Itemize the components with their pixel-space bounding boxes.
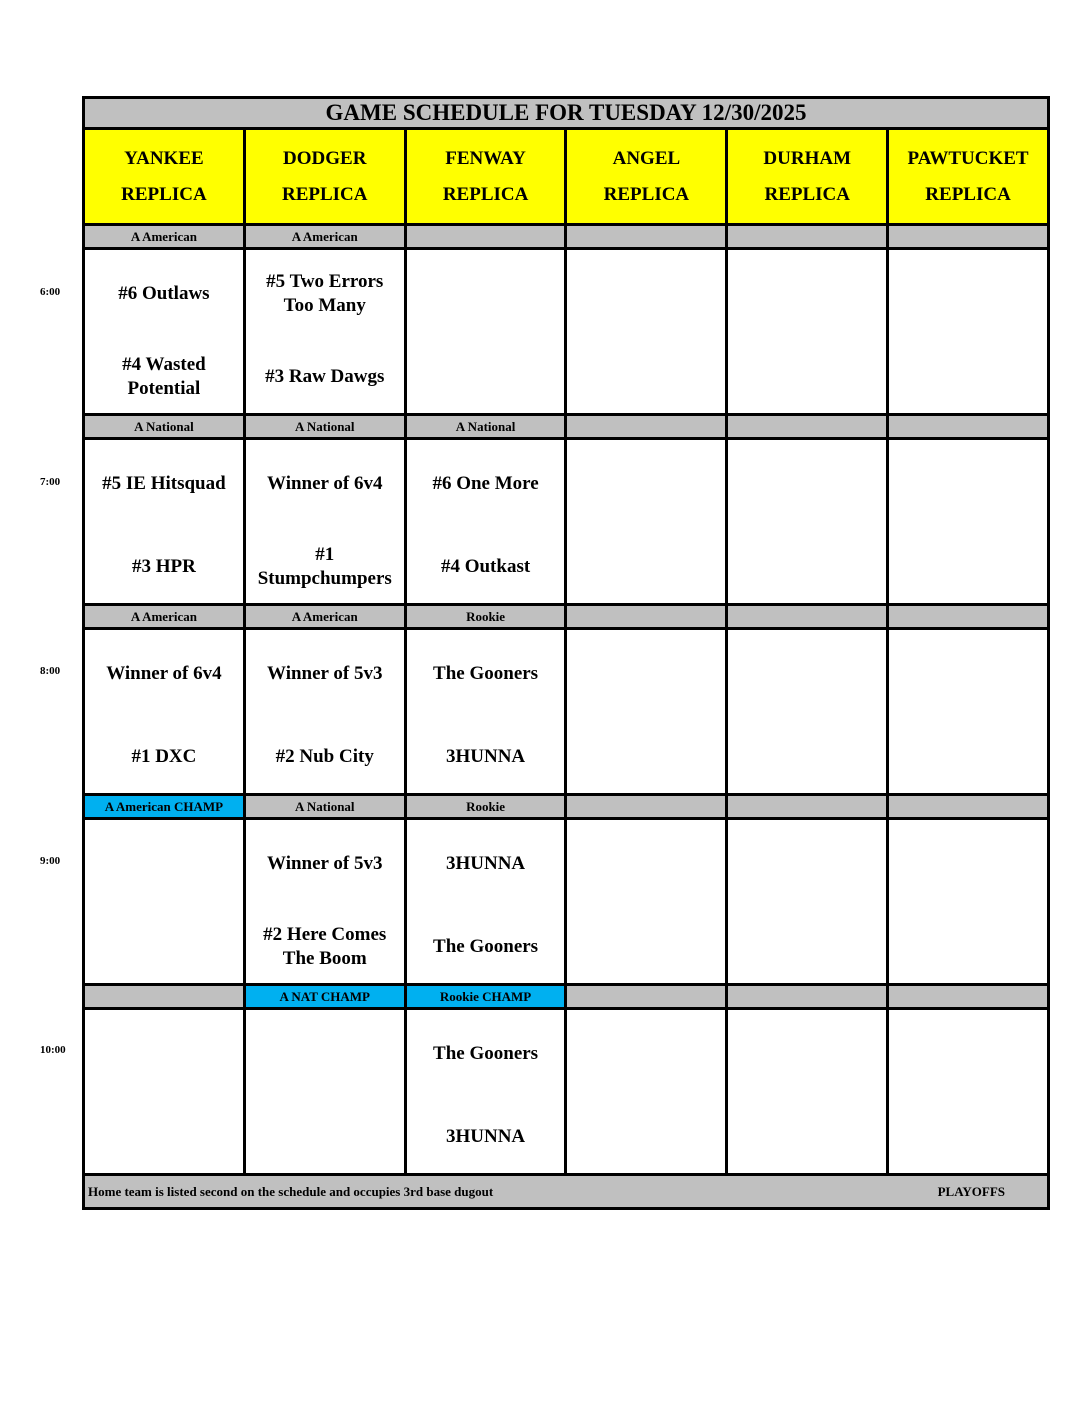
division-label — [725, 986, 889, 1010]
division-label: A American — [243, 226, 407, 250]
field-name: PAWTUCKET — [907, 147, 1029, 169]
game-cell — [82, 1010, 246, 1176]
game-cell — [886, 820, 1050, 986]
game-cell — [886, 250, 1050, 416]
division-label: A American — [243, 606, 407, 630]
division-label — [404, 226, 568, 250]
game-cell — [243, 1010, 407, 1176]
division-label — [725, 796, 889, 820]
field-sub: REPLICA — [442, 183, 529, 205]
field-header-durham — [725, 130, 889, 226]
game-cell — [404, 1010, 568, 1176]
away-team: Winner of 5v3 — [267, 663, 383, 684]
away-team: Winner of 5v3 — [267, 853, 383, 874]
time-slot-label: 7:00 — [40, 475, 61, 488]
division-label: A National — [243, 796, 407, 820]
division-label — [886, 796, 1050, 820]
division-label-row — [82, 606, 1050, 630]
game-row — [82, 1010, 1050, 1176]
away-team: Winner of 6v4 — [106, 663, 222, 684]
field-header-yankee — [82, 130, 246, 226]
division-label — [564, 796, 728, 820]
away-team: #5 IE Hitsquad — [102, 473, 226, 494]
game-row — [82, 250, 1050, 416]
division-label: A National — [243, 416, 407, 440]
division-label — [82, 986, 246, 1010]
away-team: #6 One More — [432, 473, 539, 494]
game-cell — [404, 440, 568, 606]
game-cell — [725, 1010, 889, 1176]
game-cell — [886, 440, 1050, 606]
division-label-row — [82, 416, 1050, 440]
home-team: #2 Here Comes The Boom — [263, 924, 387, 969]
game-cell — [725, 440, 889, 606]
division-label: A American — [82, 226, 246, 250]
field-name: DURHAM — [763, 147, 852, 169]
away-team: The Gooners — [433, 1043, 539, 1064]
game-cell — [82, 250, 246, 416]
division-label: A NAT CHAMP — [243, 986, 407, 1010]
home-team: #3 HPR — [131, 556, 196, 577]
field-sub: REPLICA — [764, 183, 850, 205]
footer-note: Home team is listed second on the schedule and occupies 3rd base dugout — [88, 1183, 494, 1199]
division-label: Rookie CHAMP — [404, 986, 568, 1010]
game-cell — [564, 440, 728, 606]
field-sub: REPLICA — [281, 183, 368, 205]
home-team: #4 Outkast — [440, 556, 531, 577]
game-cell — [404, 820, 568, 986]
division-label — [564, 986, 728, 1010]
division-label: Rookie — [404, 796, 568, 820]
division-label: A American CHAMP — [82, 796, 246, 820]
time-slot-label: 9:00 — [40, 854, 61, 867]
field-header-row — [82, 130, 1050, 226]
division-label: A American — [82, 606, 246, 630]
field-sub: REPLICA — [603, 183, 690, 205]
division-label — [725, 606, 889, 630]
field-header-fenway — [404, 130, 568, 226]
division-label — [886, 606, 1050, 630]
game-cell — [886, 1010, 1050, 1176]
home-team: The Gooners — [433, 936, 539, 957]
home-team: #4 Wasted Potential — [122, 354, 206, 399]
game-cell — [243, 250, 407, 416]
game-row — [82, 630, 1050, 796]
game-cell — [243, 440, 407, 606]
home-team: #3 Raw Dawgs — [265, 366, 385, 387]
time-slot-label: 6:00 — [40, 286, 61, 298]
division-label — [564, 416, 728, 440]
game-cell — [404, 250, 568, 416]
field-name: FENWAY — [445, 147, 526, 169]
game-cell — [564, 250, 728, 416]
away-team: #6 Outlaws — [118, 283, 210, 304]
field-sub: REPLICA — [925, 183, 1011, 205]
game-cell — [886, 630, 1050, 796]
footer-tag: PLAYOFFS — [937, 1183, 1005, 1199]
away-team: The Gooners — [433, 663, 539, 684]
game-cell — [725, 250, 889, 416]
field-sub: REPLICA — [121, 183, 207, 205]
game-cell — [725, 820, 889, 986]
home-team: 3HUNNA — [445, 746, 526, 767]
division-label — [725, 226, 889, 250]
division-label — [886, 226, 1050, 250]
field-header-angel — [564, 130, 728, 226]
home-team: #2 Nub City — [275, 746, 374, 767]
game-cell — [243, 630, 407, 796]
field-name: DODGER — [283, 147, 367, 169]
time-slot-label: 8:00 — [40, 665, 61, 677]
division-label — [564, 226, 728, 250]
division-label: A National — [404, 416, 568, 440]
game-cell — [243, 820, 407, 986]
field-header-pawtucket — [886, 130, 1050, 226]
division-label — [725, 416, 889, 440]
away-team: #5 Two Errors Too Many — [266, 271, 384, 316]
game-cell — [564, 1010, 728, 1176]
division-label — [886, 986, 1050, 1010]
field-name: ANGEL — [612, 147, 681, 169]
division-label-row — [82, 226, 1050, 250]
division-label-row — [82, 986, 1050, 1010]
division-label-row — [82, 796, 1050, 820]
home-team: 3HUNNA — [445, 1126, 526, 1147]
division-label: A National — [82, 416, 246, 440]
away-team: Winner of 6v4 — [267, 473, 383, 494]
game-cell — [82, 820, 246, 986]
home-team: #1 DXC — [131, 746, 197, 767]
away-team: 3HUNNA — [445, 853, 526, 874]
field-name: YANKEE — [124, 147, 204, 169]
game-cell — [564, 820, 728, 986]
home-team: #1 Stumpchumpers — [257, 544, 392, 589]
game-row — [82, 820, 1050, 986]
game-cell — [82, 440, 246, 606]
division-label: Rookie — [404, 606, 568, 630]
time-slots — [82, 226, 1050, 1176]
division-label — [564, 606, 728, 630]
game-cell — [404, 630, 568, 796]
game-cell — [82, 630, 246, 796]
division-label — [886, 416, 1050, 440]
time-slot-label: 10:00 — [40, 1044, 66, 1056]
game-cell — [725, 630, 889, 796]
schedule-footer — [82, 1176, 1050, 1210]
game-schedule-table — [82, 96, 1050, 1210]
schedule-title: GAME SCHEDULE FOR TUESDAY 12/30/2025 — [82, 96, 1050, 130]
game-cell — [564, 630, 728, 796]
game-row — [82, 440, 1050, 606]
field-header-dodger — [243, 130, 407, 226]
